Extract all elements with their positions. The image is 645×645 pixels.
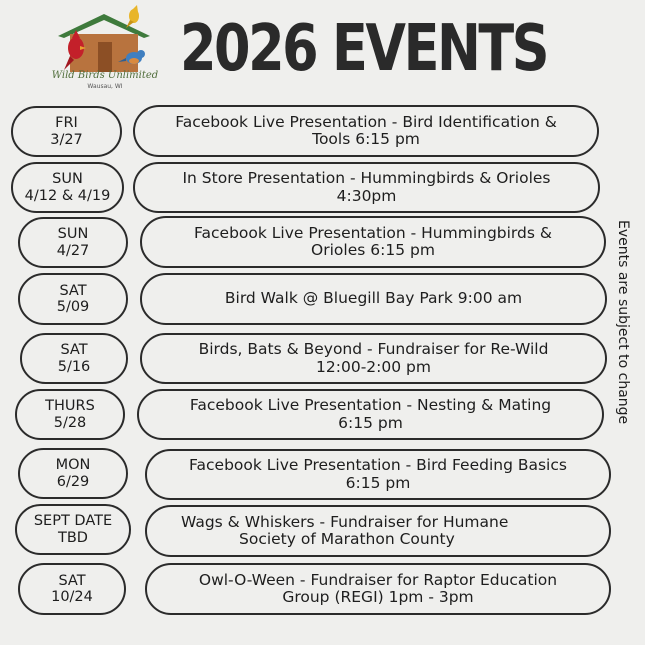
event-description-pill bbox=[145, 505, 611, 557]
page-title: 2026 EVENTS bbox=[180, 12, 548, 86]
event-day: SEPT DATE bbox=[33, 513, 113, 529]
event-date: 10/24 bbox=[51, 589, 93, 605]
event-date-pill bbox=[18, 563, 126, 615]
event-description-pill bbox=[133, 105, 599, 157]
event-date: 6/29 bbox=[56, 473, 90, 490]
event-description: 12:00-2:00 pm bbox=[316, 357, 431, 376]
event-description: 6:15 pm bbox=[338, 413, 403, 432]
event-day: FRI bbox=[55, 115, 78, 131]
event-description: Facebook Live Presentation - Hummingbirds & bbox=[194, 223, 552, 242]
event-description: 4:30pm bbox=[336, 186, 397, 205]
event-date: 4/12 & 4/19 bbox=[24, 187, 111, 204]
event-description: Society of Marathon County bbox=[239, 530, 455, 548]
event-date: 5/09 bbox=[56, 299, 90, 315]
event-description-pill bbox=[137, 389, 604, 440]
event-description: Bird Walk @ Bluegill Bay Park 9:00 am bbox=[224, 289, 523, 308]
event-date: 5/28 bbox=[53, 414, 87, 431]
event-day: MON bbox=[55, 457, 91, 473]
event-date-pill bbox=[11, 162, 124, 213]
side-note: Events are subject to change bbox=[615, 219, 631, 425]
event-description: 6:15 pm bbox=[345, 473, 411, 492]
event-description: Group (REGI) 1pm - 3pm bbox=[282, 588, 474, 606]
event-date-pill bbox=[18, 448, 128, 499]
event-date-pill bbox=[18, 273, 128, 325]
event-date: 5/16 bbox=[57, 358, 91, 375]
event-description: Birds, Bats & Beyond - Fundraiser for Re-Wild bbox=[198, 340, 549, 358]
event-date-pill bbox=[18, 217, 128, 268]
logo-name: Wild Birds Unlimited bbox=[51, 70, 159, 81]
event-day: SUN bbox=[52, 171, 83, 187]
event-date-pill bbox=[15, 389, 125, 440]
event-description-pill bbox=[140, 273, 607, 325]
event-date-pill bbox=[11, 106, 122, 157]
event-day: SAT bbox=[59, 282, 87, 299]
event-description: Owl-O-Ween - Fundraiser for Raptor Education bbox=[198, 570, 558, 589]
event-date: 4/27 bbox=[56, 242, 90, 259]
event-description-pill bbox=[140, 216, 606, 268]
event-day: SAT bbox=[60, 342, 88, 358]
event-description-pill bbox=[140, 333, 607, 384]
logo-location: Wausau, WI bbox=[87, 83, 123, 90]
event-day: SAT bbox=[58, 572, 86, 589]
event-description: In Store Presentation - Hummingbirds & Orioles bbox=[182, 169, 551, 187]
event-date: 3/27 bbox=[50, 131, 83, 148]
event-description: Orioles 6:15 pm bbox=[311, 241, 435, 259]
event-description: Tools 6:15 pm bbox=[312, 130, 420, 148]
event-date: TBD bbox=[58, 529, 88, 546]
event-description: Wags & Whiskers - Fundraiser for Humane bbox=[181, 512, 509, 531]
event-date-pill bbox=[20, 333, 128, 384]
goldfinch-icon bbox=[126, 5, 139, 28]
event-description-pill bbox=[145, 449, 611, 500]
event-description: Facebook Live Presentation - Bird Identification & bbox=[175, 112, 557, 131]
event-description: Facebook Live Presentation - Bird Feeding Basics bbox=[189, 456, 567, 474]
event-description-pill bbox=[145, 563, 611, 615]
event-description-pill bbox=[133, 162, 600, 213]
event-date-pill bbox=[15, 504, 131, 555]
event-day: SUN bbox=[57, 226, 89, 242]
event-day: THURS bbox=[45, 398, 95, 414]
event-description: Facebook Live Presentation - Nesting & Mating bbox=[189, 396, 552, 414]
